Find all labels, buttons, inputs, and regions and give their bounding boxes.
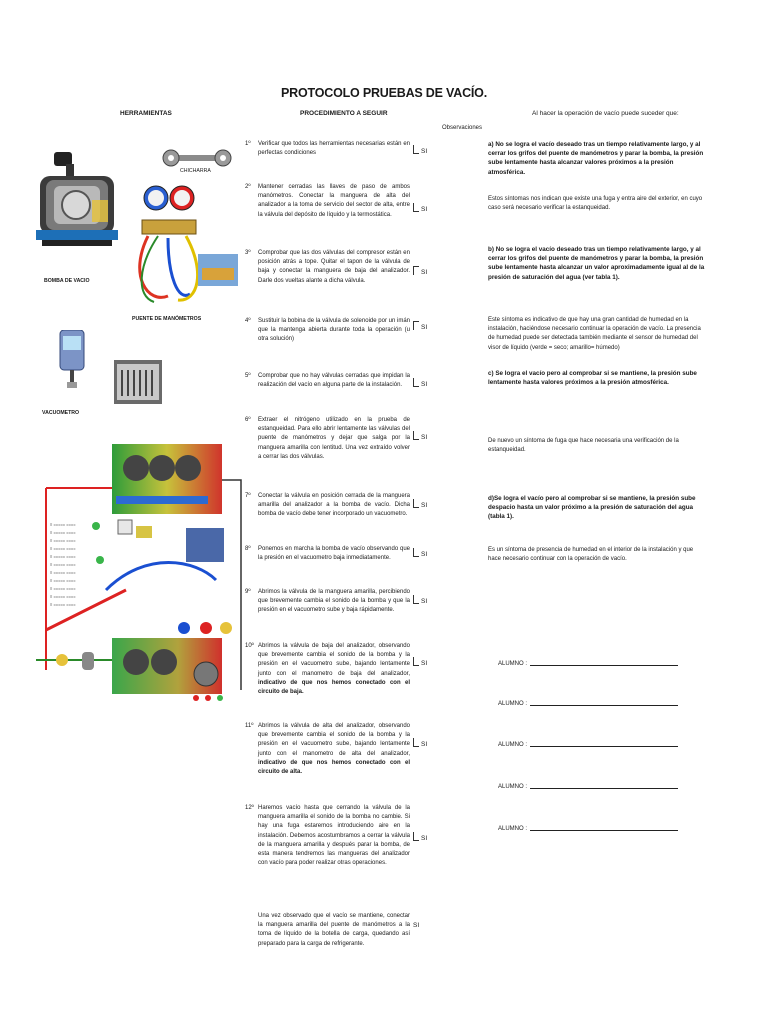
svg-text:≡ ===== ====: ≡ ===== ====: [50, 578, 76, 583]
si-checkbox-6[interactable]: SI: [413, 431, 427, 441]
step-final: Una vez observado que el vacío se mantiene, conectar la manguera amarilla del puente de manómetros a la toma de líquido de la botella de carga, quedando así preparado para la carga de refrigerante.: [258, 913, 410, 947]
step-10: 10º Abrimos la válvula de baja del analizador, observando que brevemente cambia el sonido de la bomba y la presión en el vacuometro sube, bajando lentamente junto con el manometro de baja del analizador, indicativo de que nos hemos conectado con el circuito de baja.: [245, 643, 410, 696]
case-c-text: De nuevo un síntoma de fuga que hace necesaria una verificación de la estanqueidad.: [488, 438, 679, 454]
svg-text:≡ ===== ====: ≡ ===== ====: [50, 546, 76, 551]
svg-text:≡ ===== ====: ≡ ===== ====: [50, 570, 76, 575]
step-2: 2º Mantener cerradas las llaves de paso de ambos manómetros. Conectar la manguera de alta del analizador a la toma de servicio del sector de alta, entre la válvula del depósito de líquido y la termostática.: [245, 184, 410, 218]
si-checkbox-4[interactable]: SI: [413, 321, 427, 331]
manifold-gauge-image: [128, 176, 208, 304]
si-checkbox-final[interactable]: SI: [413, 922, 420, 929]
svg-text:≡ ===== ====: ≡ ===== ====: [50, 562, 76, 567]
si-checkbox-12[interactable]: SI: [413, 832, 427, 842]
case-d-title: d)Se logra el vacío pero al comprobar si se mantiene, la presión sube despacio hasta un valor próximo a la presión de saturación del agua (tabla 1).: [488, 495, 696, 521]
si-checkbox-1[interactable]: SI: [413, 145, 427, 155]
header-procedimiento: PROCEDIMIENTO A SEGUIR: [300, 110, 388, 117]
alumno-field-5[interactable]: ALUMNO :: [498, 826, 678, 832]
page-title: PROTOCOLO PRUEBAS DE VACÍO.: [281, 86, 487, 100]
vacuometer-image: [58, 330, 86, 388]
step-7: 7º Conectar la válvula en posición cerrada de la manguera amarilla del analizador a la bomba de vacío. Dicha bomba de vacío debe tener incorporado un vacuometro.: [245, 493, 410, 518]
caption-bomba: BOMBA DE VACIO: [44, 278, 90, 284]
svg-text:≡ ===== ====: ≡ ===== ====: [50, 554, 76, 559]
case-a-title: a) No se logra el vacío deseado tras un tiempo relativamente largo, y al cerrar los grifos del puente de manómetros y parar la bomba, la presión sube lentamente hasta alcanzar valores próximos a la presión atmosférica.: [488, 141, 704, 176]
step-1: 1º Verificar que todos las herramientas necesarias están en perfectas condiciones: [245, 141, 410, 157]
refrigeration-schematic: [36, 440, 246, 705]
si-checkbox-11[interactable]: SI: [413, 738, 427, 748]
step-11: 11º Abrimos la válvula de alta del analizador, observando que brevemente cambia el sonido de la bomba y la presión en el vacuometro sube, bajando lentamente junto con el manometro de alta del analizador, indicativo de que nos hemos conectado con el circuito de alta.: [245, 723, 410, 776]
vacuum-pump-image: [36, 150, 118, 270]
step-3: 3º Comprobar que las dos válvulas del compresor están en posición atrás a tope. Quitar el tapon de la válvula de baja y conectar la manguera de baja del analizador. Darle dos vueltas alante a dicha válvula.: [245, 250, 410, 284]
step-6: 6º Extraer el nitrógeno utilizado en la prueba de estanqueidad. Para ello abrir lentamente las válvulas del puente de manómetros y dejar que salga por la manguera amarilla con lentitud. Una vez extraído volver a cerrar las dos válvulas.: [245, 417, 410, 460]
caption-puente: PUENTE DE MANÓMETROS: [132, 316, 202, 322]
si-checkbox-3[interactable]: SI: [413, 266, 427, 276]
fittings-image: [198, 254, 238, 286]
si-checkbox-5[interactable]: SI: [413, 378, 427, 388]
ratchet-wrench-image: [162, 148, 232, 168]
case-d-text: Es un síntoma de presencia de humedad en el interior de la instalación y que hace necesario continuar con la operación de vacío.: [488, 547, 694, 563]
step-12: 12º Haremos vacío hasta que cerrando la válvula de la manguera amarilla el sonido de la bomba no cambie. Si hay una fuga estaremos introduciendo aire en la instalación. Debemos acostumbramos a cerrar la válvula de la manguera amarilla y después parar la bomba, de esta manera tendremos las mangueras del analizador con vacío para poder realizar otras operaciones.: [245, 805, 410, 867]
step-4: 4º Sustituir la bobina de la válvula de solenoide por un imán que la mantenga abierta durante toda la operación (u otra solución): [245, 318, 410, 343]
svg-text:≡ ===== ====: ≡ ===== ====: [50, 530, 76, 535]
svg-text:≡ ===== ====: ≡ ===== ====: [50, 538, 76, 543]
caption-vacuometro: VACUOMETRO: [42, 410, 80, 416]
si-checkbox-7[interactable]: SI: [413, 499, 427, 509]
si-checkbox-8[interactable]: SI: [413, 548, 427, 558]
case-a-text: Estos síntomas nos indican que existe una fuga y entra aire del exterior, en cuyo caso será necesario verificar la estanqueidad.: [488, 196, 703, 212]
case-b-title: b) No se logra el vacío deseado tras un tiempo relativamente largo, y al cerrar los grifos del puente de manómetros y parar la bomba, la presión sube lentamente hasta alcanzar un valor aproximadamente igual al de la presión de saturación del agua (ver tabla 1).: [488, 246, 705, 281]
step-5: 5º Comprobar que no hay válvulas cerradas que impidan la realización del vacío en alguna parte de la instalación.: [245, 373, 410, 389]
step-8: 8º Ponemos en marcha la bomba de vacío observando que la presión en el vacuometro baja inmediatamente.: [245, 546, 410, 562]
tool-kit-image: [114, 360, 162, 404]
case-b-text: Este síntoma es indicativo de que hay una gran cantidad de humedad en la instalación, haciéndose necesario continuar la operación de vacío. La presencia de humedad puede ser detectada también mediante el sensor de humedad del visor de líquido (verde = seco; amarillo= húmedo): [488, 317, 701, 351]
alumno-field-4[interactable]: ALUMNO :: [498, 784, 678, 790]
alumno-field-3[interactable]: ALUMNO :: [498, 742, 678, 748]
alumno-field-2[interactable]: ALUMNO :: [498, 701, 678, 707]
case-c-title: c) Se logra el vacío pero al comprobar si se mantiene, la presión sube lentamente hasta valores próximos a la presión atmosférica.: [488, 370, 697, 387]
caption-chicharra: CHICHARRA: [180, 168, 211, 174]
svg-text:≡ ===== ====: ≡ ===== ====: [50, 586, 76, 591]
svg-text:≡ ===== ====: ≡ ===== ====: [50, 602, 76, 607]
step-9: 9º Abrimos la válvula de la manguera amarilla, percibiendo que brevemente cambia el sonido de la bomba y que la presión en el vacuometro sube y baja rápidamente.: [245, 589, 410, 614]
svg-text:≡ ===== ====: ≡ ===== ====: [50, 522, 76, 527]
si-checkbox-10[interactable]: SI: [413, 657, 427, 667]
si-checkbox-2[interactable]: SI: [413, 203, 427, 213]
svg-text:≡ ===== ====: ≡ ===== ====: [50, 594, 76, 599]
si-checkbox-9[interactable]: SI: [413, 595, 427, 605]
header-observaciones: Observaciones: [442, 125, 483, 131]
header-herramientas: HERRAMIENTAS: [120, 110, 172, 117]
header-al-hacer: Al hacer la operación de vacío puede suceder que:: [532, 110, 679, 117]
alumno-field-1[interactable]: ALUMNO :: [498, 661, 678, 667]
